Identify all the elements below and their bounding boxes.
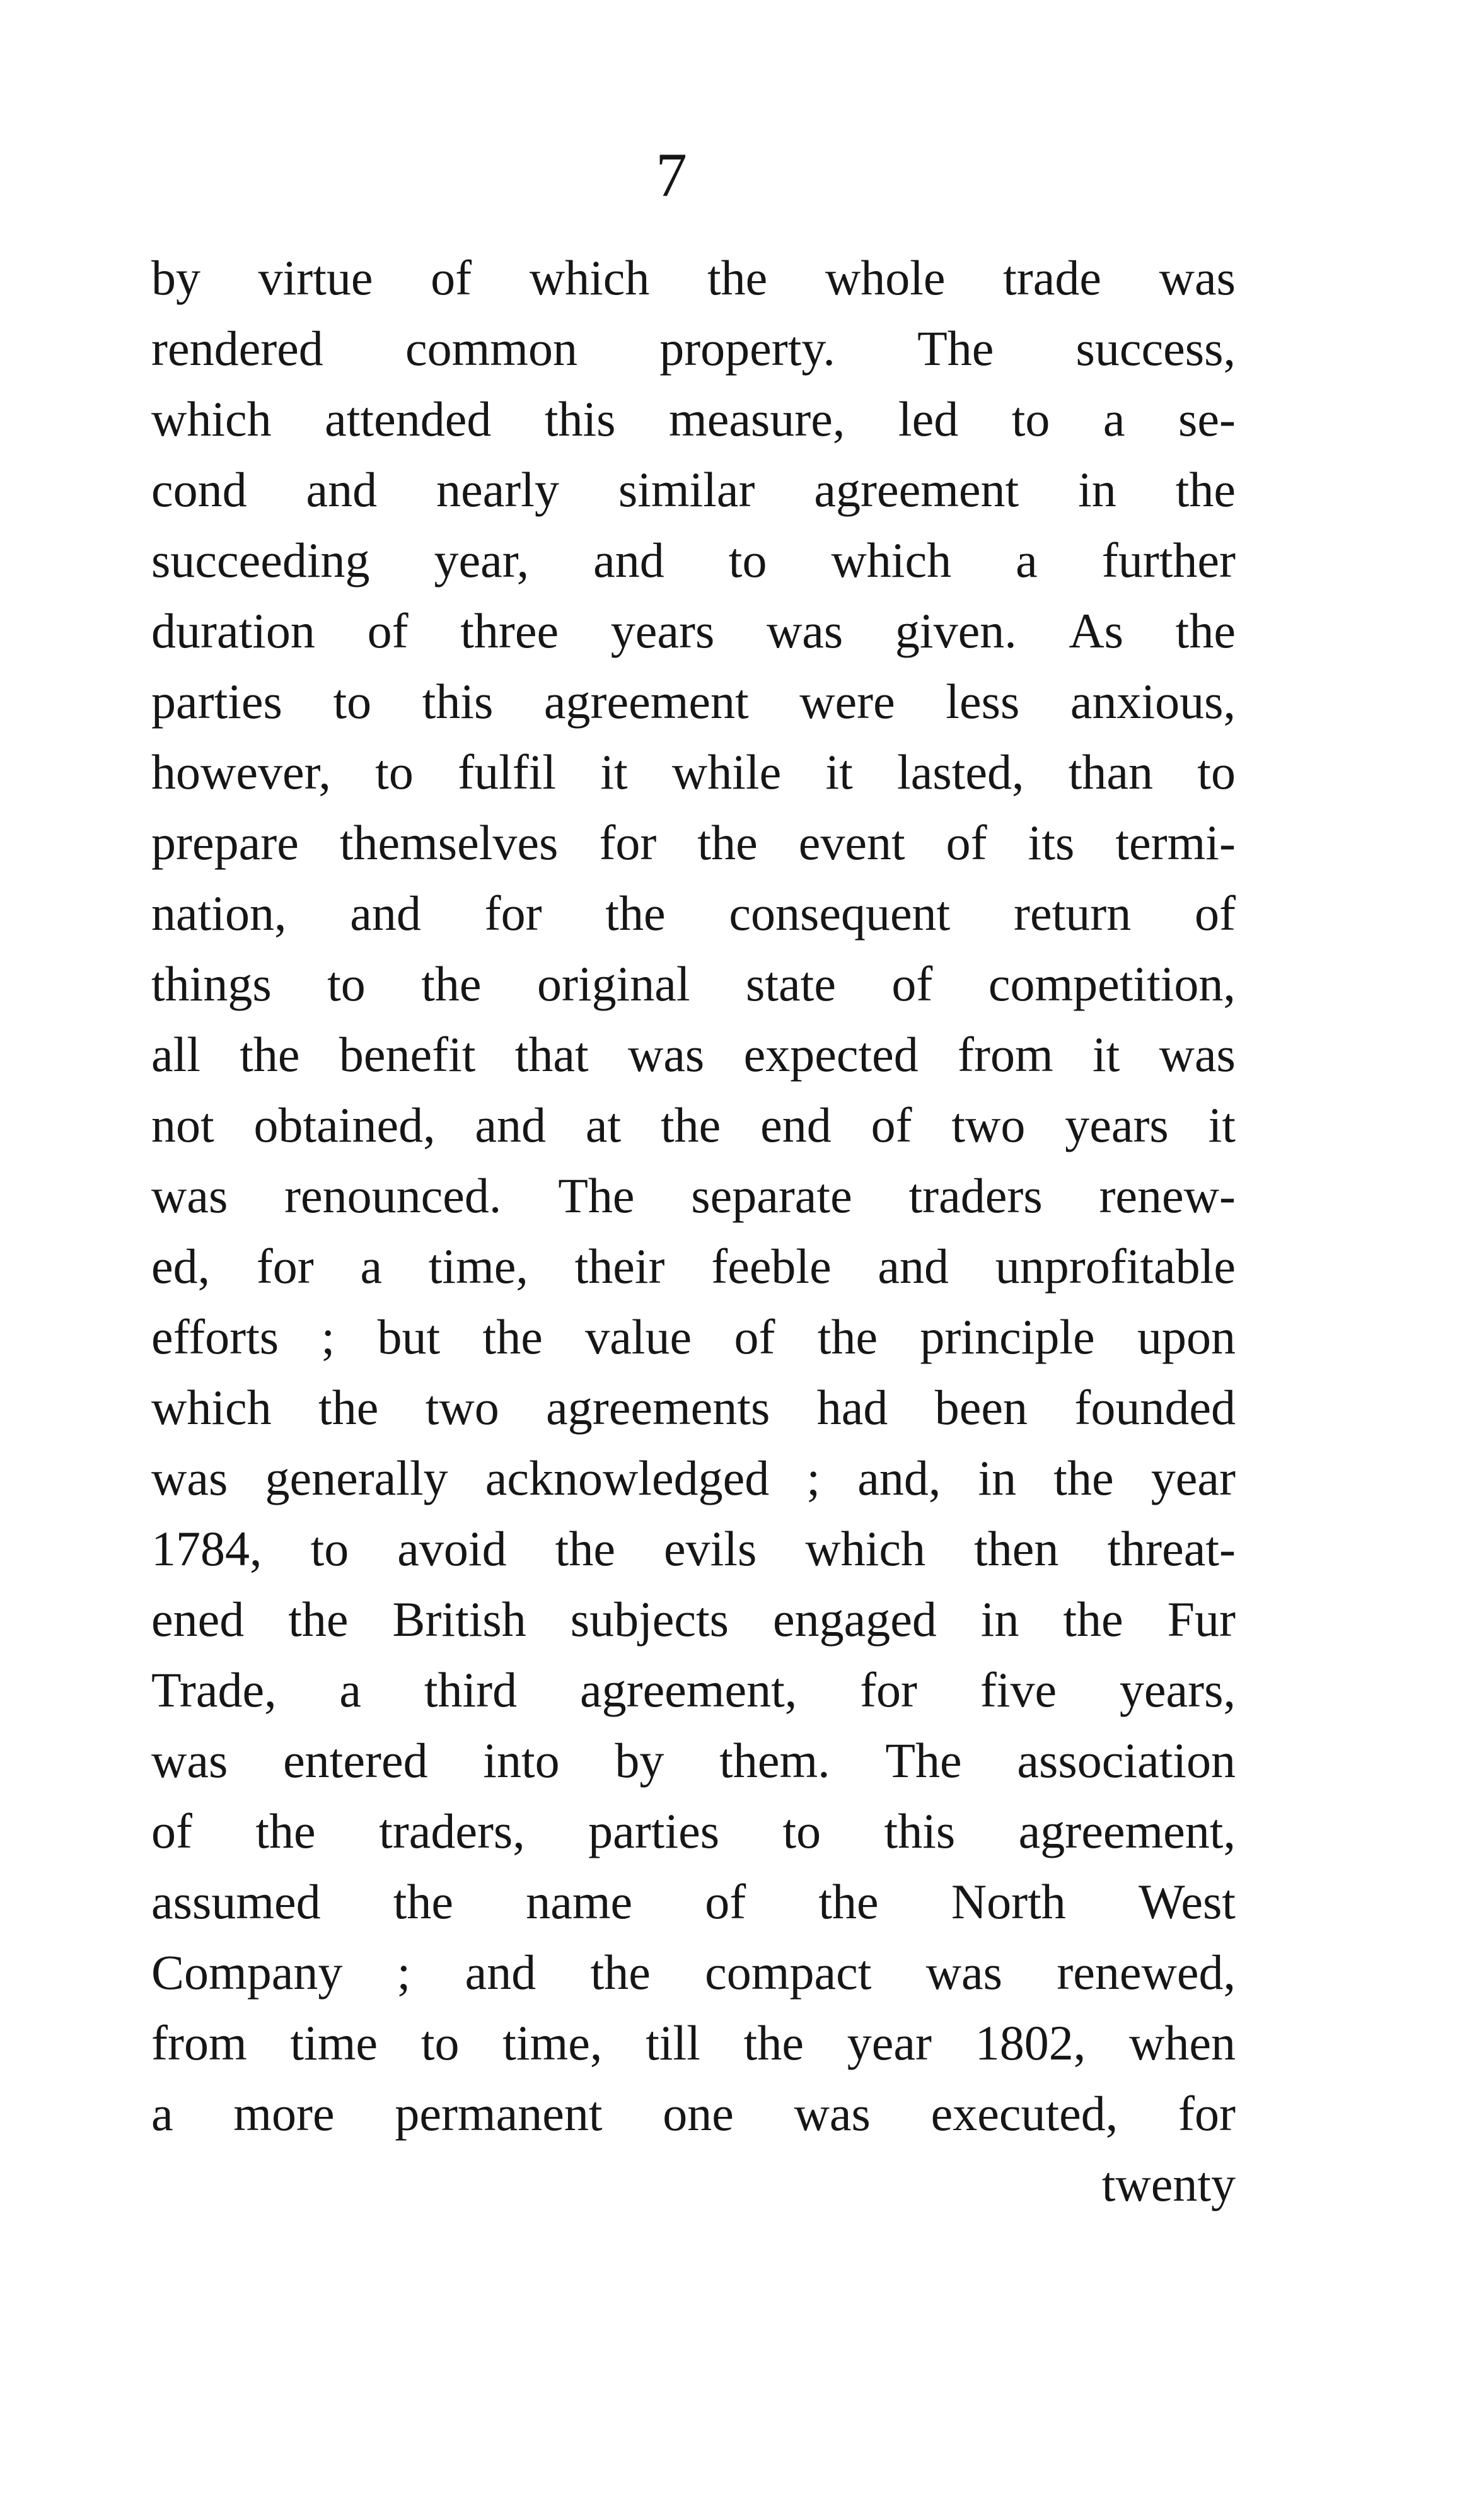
text-line-4: cond and nearly similar agreement in the	[151, 462, 1236, 517]
text-line-1: by virtue of which the whole trade was	[151, 250, 1236, 305]
text-line-12: all the benefit that was expected from it was	[151, 1027, 1236, 1082]
text-line-15: ed, for a time, their feeble and unprofitable	[151, 1239, 1236, 1294]
text-line-8: however, to fulfil it while it lasted, than to	[151, 744, 1236, 799]
text-line-3: which attended this measure, led to a se-	[151, 391, 1236, 446]
text-line-2: rendered common property. The success,	[151, 321, 1236, 376]
text-line-7: parties to this agreement were less anxious,	[151, 674, 1236, 729]
text-line-20: ened the British subjects engaged in the Fur	[151, 1592, 1236, 1647]
page-number: 7	[656, 140, 687, 210]
text-line-19: 1784, to avoid the evils which then threat-	[151, 1521, 1236, 1576]
text-line-5: succeeding year, and to which a further	[151, 533, 1236, 588]
text-line-21: Trade, a third agreement, for five years,	[151, 1662, 1236, 1717]
text-line-6: duration of three years was given. As the	[151, 603, 1236, 658]
text-line-11: things to the original state of competition,	[151, 956, 1236, 1011]
text-line-18: was generally acknowledged ; and, in the year	[151, 1451, 1236, 1505]
text-line-26: from time to time, till the year 1802, when	[151, 2015, 1236, 2070]
text-line-22: was entered into by them. The association	[151, 1733, 1236, 1788]
text-line-9: prepare themselves for the event of its termi-	[151, 815, 1236, 870]
text-line-27: a more permanent one was executed, for	[151, 2086, 1236, 2141]
text-line-13: not obtained, and at the end of two years it	[151, 1098, 1236, 1152]
text-line-10: nation, and for the consequent return of	[151, 886, 1236, 941]
text-line-14: was renounced. The separate traders renew-	[151, 1168, 1236, 1223]
text-line-24: assumed the name of the North West	[151, 1874, 1236, 1929]
text-line-17: which the two agreements had been founded	[151, 1380, 1236, 1435]
body-text	[151, 243, 1236, 2220]
text-line-23: of the traders, parties to this agreement,	[151, 1804, 1236, 1858]
text-line-25: Company ; and the compact was renewed,	[151, 1945, 1236, 2000]
text-line-16: efforts ; but the value of the principle upon	[151, 1309, 1236, 1364]
catchword: twenty	[1101, 2157, 1236, 2211]
